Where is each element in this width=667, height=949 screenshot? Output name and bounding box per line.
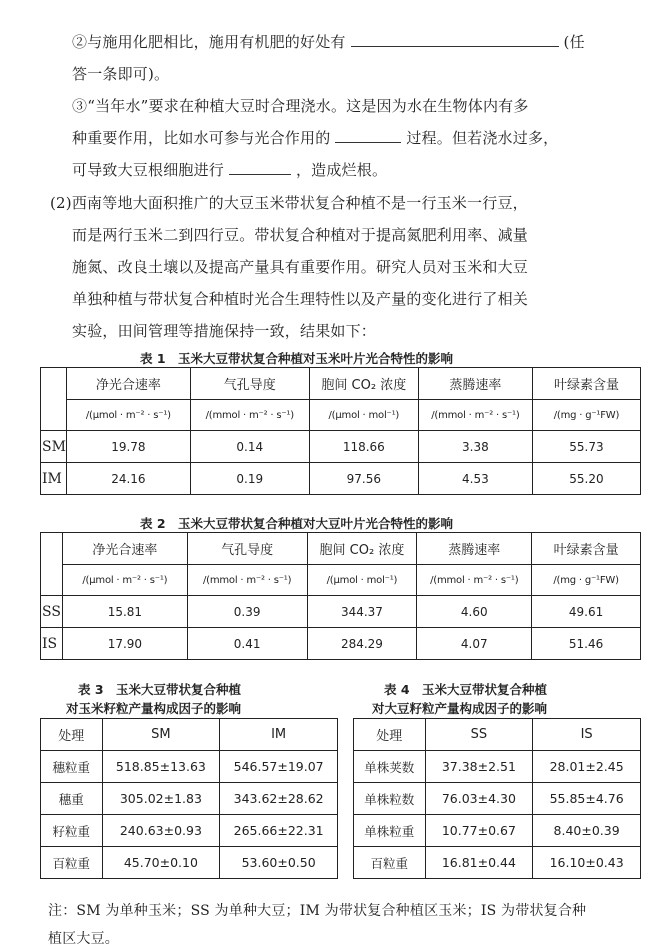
unit-cell: /(μmol · m⁻² · s⁻¹) — [66, 400, 190, 431]
unit-cell: /(mmol · m⁻² · s⁻¹) — [417, 565, 532, 596]
row-label: 穗粒重 — [41, 751, 103, 783]
cell: 0.14 — [190, 431, 309, 463]
unit-cell: /(mg · g⁻¹FW) — [532, 565, 641, 596]
cell: 0.19 — [190, 463, 309, 495]
table-4-caption-1: 表 4 玉米大豆带状复合种植 — [384, 682, 548, 697]
table-4-caption-2: 对大豆籽粒产量构成因子的影响 — [372, 701, 548, 716]
question-3-line-1: ③“当年水”要求在种植大豆时合理浇水。这是因为水在生物体内有多 — [72, 97, 529, 115]
unit-cell: /(μmol · mol⁻¹) — [307, 565, 417, 596]
question-3-tail-2: ，造成烂根。 — [295, 161, 388, 179]
cell: 15.81 — [62, 596, 187, 628]
table-header-row — [41, 719, 338, 751]
cell: 55.73 — [532, 431, 640, 463]
header-cell: 胞间 CO₂ 浓度 — [309, 368, 418, 400]
cell: 24.16 — [66, 463, 190, 495]
header-cell: 胞间 CO₂ 浓度 — [307, 533, 417, 565]
header-cell: 净光合速率 — [62, 533, 187, 565]
header-cell: 叶绿素含量 — [532, 368, 640, 400]
cell: 97.56 — [309, 463, 418, 495]
question-2-line — [72, 31, 585, 52]
header-cell: IM — [220, 719, 338, 751]
unit-cell: /(mmol · m⁻² · s⁻¹) — [190, 400, 309, 431]
row-label: 百粒重 — [41, 847, 103, 879]
cell: 344.37 — [307, 596, 417, 628]
table-unit-row — [41, 400, 641, 431]
paragraph-line: 施氮、改良土壤以及提高产量具有重要作用。研究人员对玉米和大豆 — [72, 258, 529, 276]
unit-cell: /(μmol · m⁻² · s⁻¹) — [62, 565, 187, 596]
note-line-1: 注：SM 为单种玉米；SS 为单种大豆；IM 为带状复合种植区玉米；IS 为带状复合种 — [48, 903, 587, 919]
cell: 3.38 — [418, 431, 532, 463]
cell: 240.63±0.93 — [102, 815, 220, 847]
question-2-line-2: 答一条即可)。 — [72, 65, 170, 83]
row-label: 单株粒重 — [354, 815, 426, 847]
cell: 55.85±4.76 — [533, 783, 641, 815]
question-3-line-2 — [72, 127, 558, 148]
table-row — [41, 628, 641, 660]
cell: 265.66±22.31 — [220, 815, 338, 847]
table-3 — [40, 718, 338, 879]
table-1 — [40, 367, 641, 495]
row-label: SM — [41, 431, 67, 463]
unit-cell: /(μmol · mol⁻¹) — [309, 400, 418, 431]
table-3-caption-2: 对玉米籽粒产量构成因子的影响 — [66, 701, 242, 716]
cell: 55.20 — [532, 463, 640, 495]
header-cell: 气孔导度 — [190, 368, 309, 400]
table-2-caption: 表 2 玉米大豆带状复合种植对大豆叶片光合特性的影响 — [140, 516, 454, 531]
table-row — [354, 751, 641, 783]
header-cell: 叶绿素含量 — [532, 533, 641, 565]
question-3-line-3 — [72, 159, 387, 180]
cell: 28.01±2.45 — [533, 751, 641, 783]
unit-cell: /(mmol · m⁻² · s⁻¹) — [187, 565, 307, 596]
corner-cell — [41, 533, 63, 596]
header-cell: IS — [533, 719, 641, 751]
cell: 4.07 — [417, 628, 532, 660]
cell: 53.60±0.50 — [220, 847, 338, 879]
header-cell: 蒸腾速率 — [417, 533, 532, 565]
row-label: 百粒重 — [354, 847, 426, 879]
question-3-text: 种重要作用，比如水可参与光合作用的 — [72, 129, 331, 147]
cell: 4.60 — [417, 596, 532, 628]
table-row — [41, 751, 338, 783]
header-cell: SM — [102, 719, 220, 751]
unit-cell: /(mg · g⁻¹FW) — [532, 400, 640, 431]
table-row — [41, 815, 338, 847]
row-label: IS — [41, 628, 63, 660]
table-header-row — [41, 533, 641, 565]
cell: 19.78 — [66, 431, 190, 463]
question-2-text: ②与施用化肥相比，施用有机肥的好处有 — [72, 33, 346, 51]
note-line-2: 植区大豆。 — [48, 931, 119, 947]
cell: 16.81±0.44 — [425, 847, 533, 879]
question-3-text-2: 可导致大豆根细胞进行 — [72, 161, 225, 179]
header-cell: 处理 — [354, 719, 426, 751]
row-label: 穗重 — [41, 783, 103, 815]
table-2 — [40, 532, 641, 660]
row-label: 籽粒重 — [41, 815, 103, 847]
row-label: 单株荚数 — [354, 751, 426, 783]
paragraph-line: 而是两行玉米二到四行豆。带状复合种植对于提高氮肥利用率、减量 — [72, 226, 529, 244]
header-cell: 处理 — [41, 719, 103, 751]
cell: 305.02±1.83 — [102, 783, 220, 815]
table-row — [354, 815, 641, 847]
table-row — [41, 463, 641, 495]
cell: 546.57±19.07 — [220, 751, 338, 783]
cell: 4.53 — [418, 463, 532, 495]
corner-cell — [41, 368, 67, 431]
cell: 343.62±28.62 — [220, 783, 338, 815]
row-label: IM — [41, 463, 67, 495]
answer-blank[interactable] — [351, 31, 559, 47]
paragraph-line: (2)西南等地大面积推广的大豆玉米带状复合种植不是一行玉米一行豆， — [50, 194, 528, 212]
cell: 37.38±2.51 — [425, 751, 533, 783]
question-3-tail: 过程。但若浇水过多， — [406, 129, 559, 147]
header-cell: 蒸腾速率 — [418, 368, 532, 400]
row-label: 单株粒数 — [354, 783, 426, 815]
question-2-tail: (任 — [563, 33, 585, 51]
cell: 16.10±0.43 — [533, 847, 641, 879]
cell: 51.46 — [532, 628, 641, 660]
header-cell: 气孔导度 — [187, 533, 307, 565]
table-row — [354, 847, 641, 879]
cell: 45.70±0.10 — [102, 847, 220, 879]
table-row — [354, 783, 641, 815]
header-cell: SS — [425, 719, 533, 751]
cell: 10.77±0.67 — [425, 815, 533, 847]
paragraph-line: 单独种植与带状复合种植时光合生理特性以及产量的变化进行了相关 — [72, 290, 529, 308]
table-3-caption-1: 表 3 玉米大豆带状复合种植 — [78, 682, 242, 697]
table-row — [41, 847, 338, 879]
table-row — [41, 431, 641, 463]
cell: 0.41 — [187, 628, 307, 660]
cell: 118.66 — [309, 431, 418, 463]
header-cell: 净光合速率 — [66, 368, 190, 400]
paragraph-line: 实验，田间管理等措施保持一致，结果如下： — [72, 322, 377, 340]
table-1-caption: 表 1 玉米大豆带状复合种植对玉米叶片光合特性的影响 — [140, 351, 454, 366]
cell: 284.29 — [307, 628, 417, 660]
table-header-row — [41, 368, 641, 400]
cell: 0.39 — [187, 596, 307, 628]
row-label: SS — [41, 596, 63, 628]
cell: 17.90 — [62, 628, 187, 660]
table-header-row — [354, 719, 641, 751]
answer-blank[interactable] — [229, 159, 291, 175]
table-row — [41, 783, 338, 815]
table-4 — [353, 718, 641, 879]
cell: 518.85±13.63 — [102, 751, 220, 783]
table-row — [41, 596, 641, 628]
unit-cell: /(mmol · m⁻² · s⁻¹) — [418, 400, 532, 431]
table-unit-row — [41, 565, 641, 596]
cell: 8.40±0.39 — [533, 815, 641, 847]
cell: 49.61 — [532, 596, 641, 628]
answer-blank[interactable] — [335, 127, 401, 143]
cell: 76.03±4.30 — [425, 783, 533, 815]
